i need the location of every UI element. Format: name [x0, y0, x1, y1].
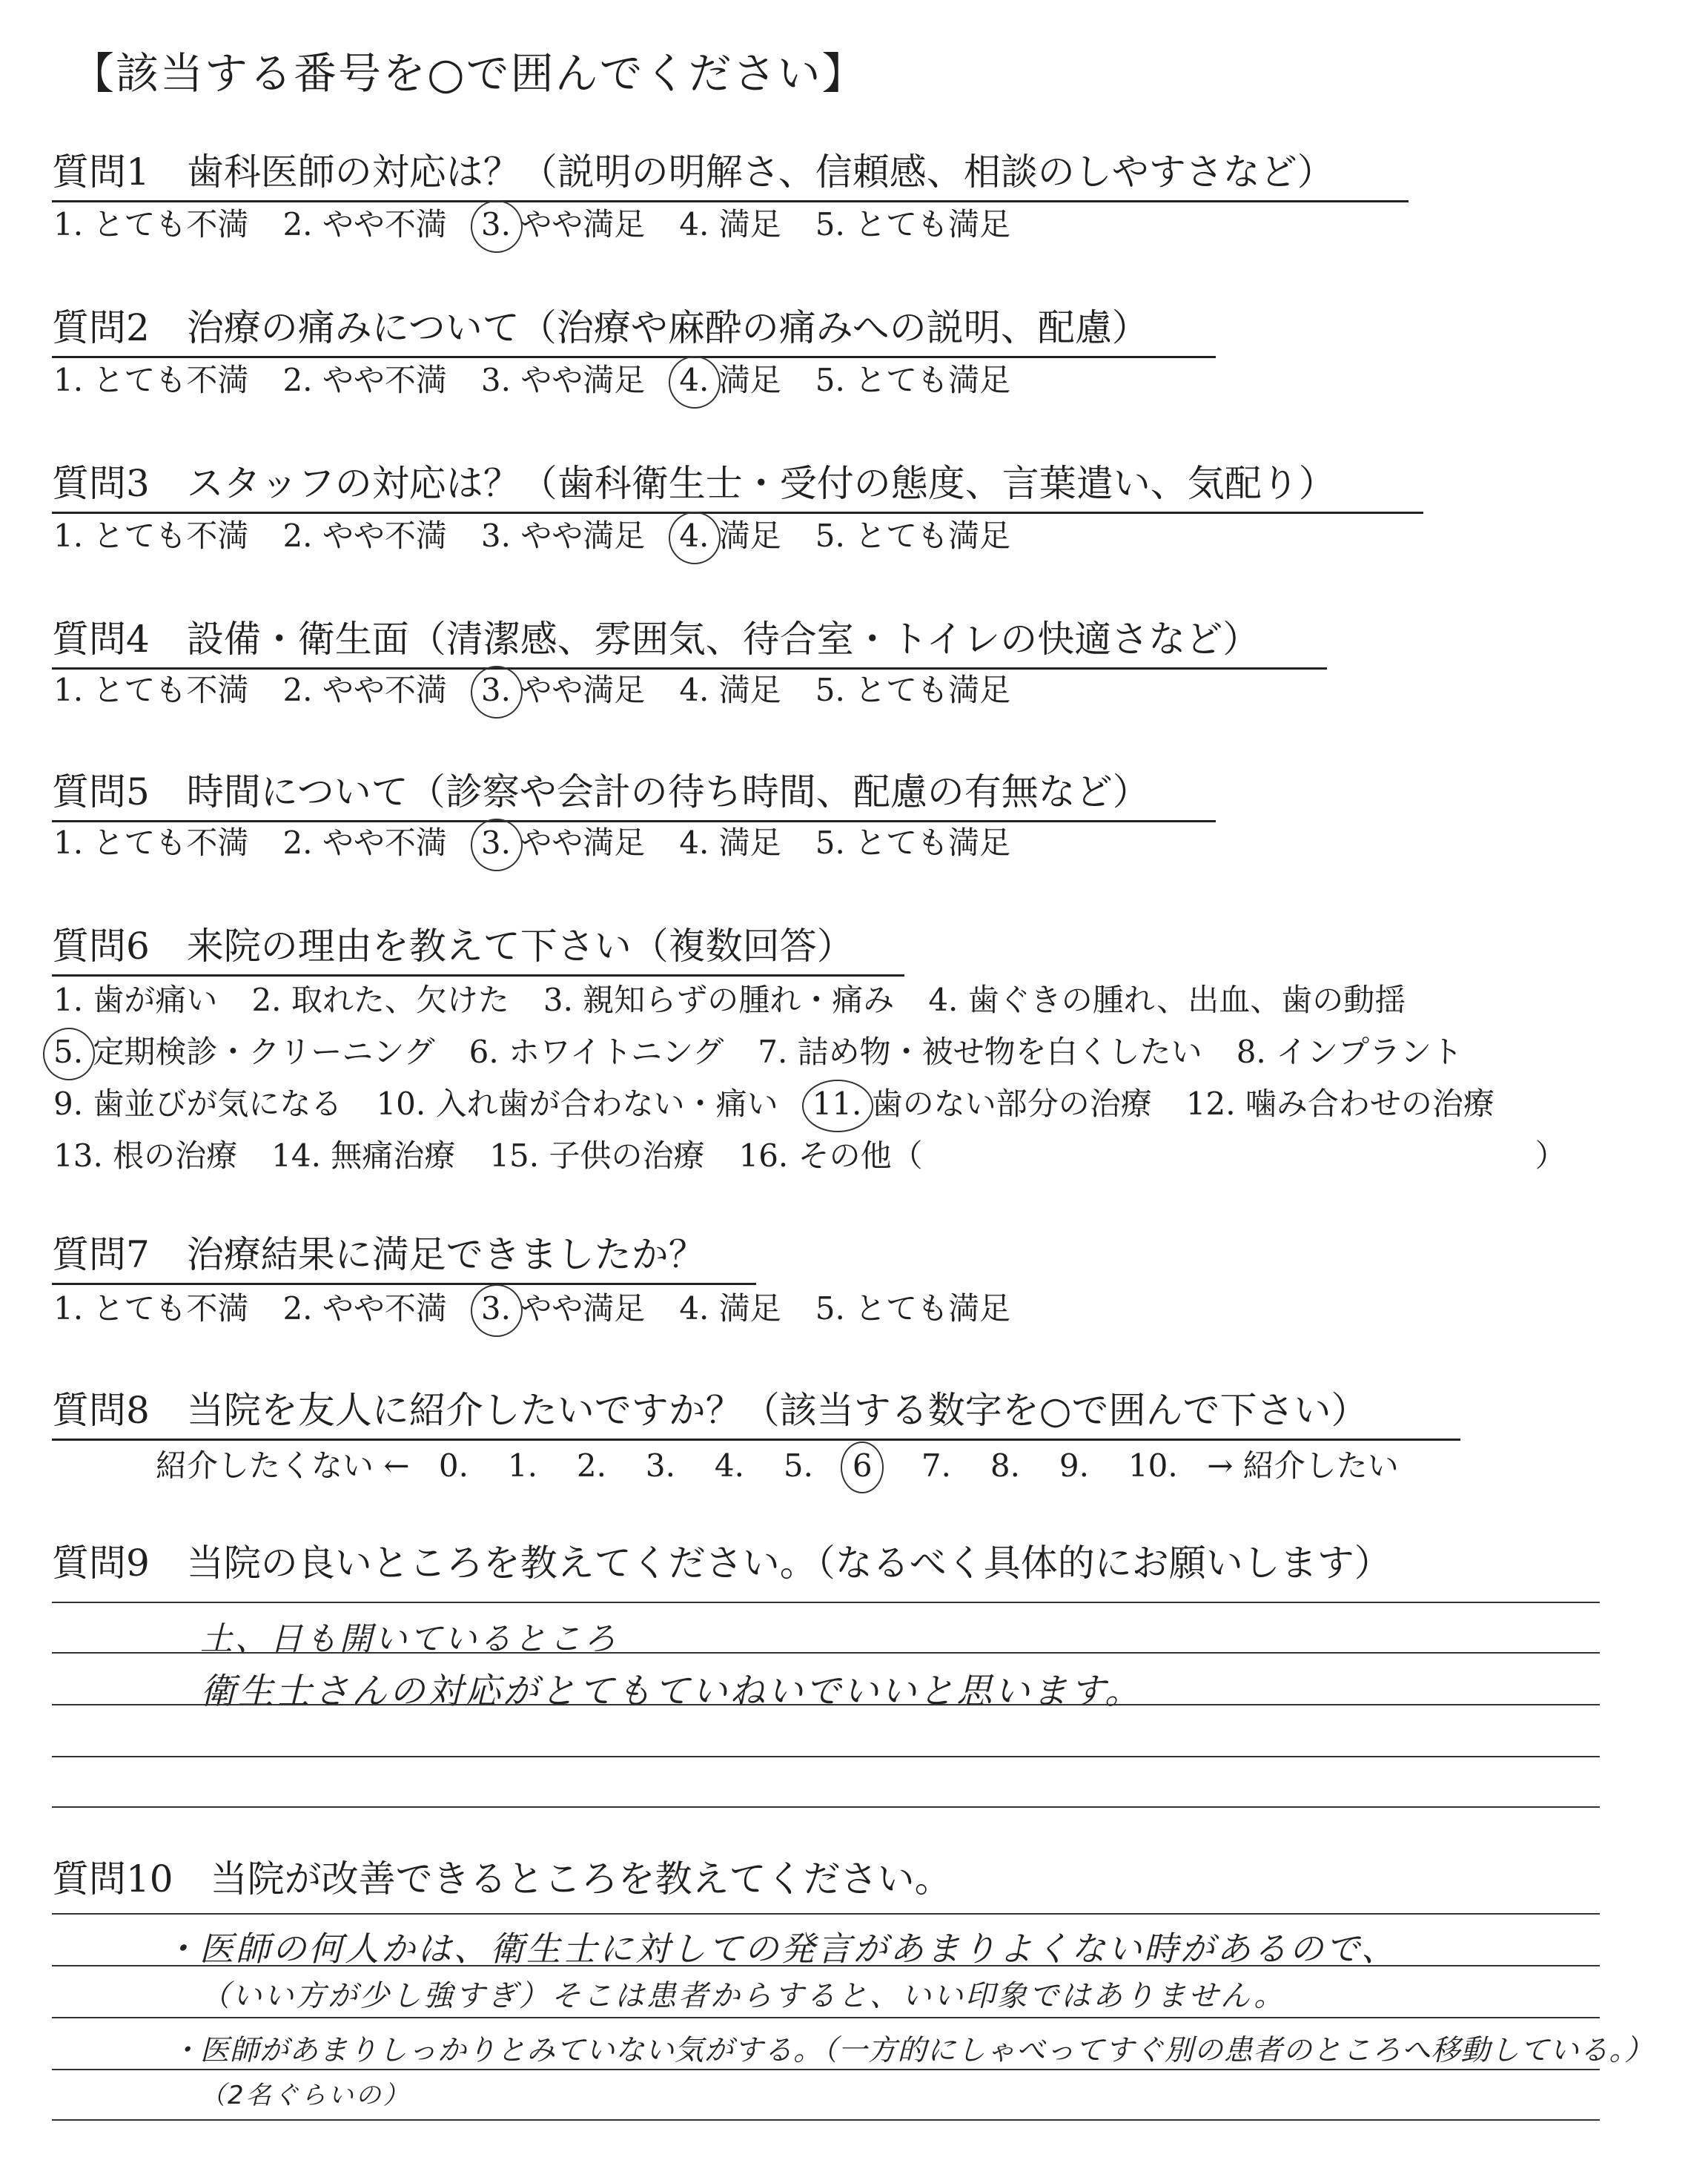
option-number: 3. — [480, 1290, 511, 1327]
option-number: 11. — [812, 1086, 862, 1122]
reason-option-2: 2. 取れた、欠けた — [251, 982, 509, 1018]
answer-line — [52, 1602, 1600, 1603]
reason-option-7: 7. 詰め物・被せ物を白くしたい — [758, 1034, 1202, 1070]
option-number: 1. — [53, 672, 84, 708]
option-4-circled: 4. 満足 — [679, 362, 781, 398]
option-number: 5. — [815, 362, 845, 398]
option-number: 3. — [480, 518, 511, 554]
question-6-row-4 — [53, 1132, 1601, 1176]
option-1: 1. とても不満 — [53, 825, 249, 861]
option-1: 1. とても不満 — [53, 362, 249, 398]
question-3-heading: 質問3 スタッフの対応は？（歯科衛生士・受付の態度、言葉遣い、気配り） — [52, 454, 1423, 514]
option-number: 1. — [53, 206, 84, 242]
option-number: 2. — [282, 518, 313, 554]
option-5: 5. とても満足 — [815, 362, 1011, 398]
option-5: 5. とても満足 — [815, 1290, 1011, 1327]
option-5: 5. とても満足 — [815, 206, 1011, 242]
option-4-circled: 4. 満足 — [679, 518, 781, 554]
question-6-row-1 — [53, 976, 1440, 1020]
scale-value-5: 5. — [783, 1447, 813, 1484]
question-8-heading: 質問8 当院を友人に紹介したいですか？（該当する数字を○で囲んで下さい） — [52, 1381, 1460, 1441]
q10-answer-4: （2名ぐらいの） — [200, 2081, 411, 2110]
option-number: 2. — [282, 672, 313, 708]
answer-line — [52, 1652, 1600, 1654]
option-number: 3. — [480, 672, 511, 708]
option-2: 2. やや不満 — [282, 1290, 447, 1327]
option-2: 2. やや不満 — [282, 672, 447, 708]
option-number: 2. — [282, 206, 313, 242]
question-5-heading: 質問5 時間について（診察や会計の待ち時間、配慮の有無など） — [52, 762, 1216, 822]
option-number: 2. — [282, 1290, 313, 1327]
option-number: 1. — [53, 1290, 84, 1327]
option-3-circled: 3. やや満足 — [480, 206, 646, 242]
answer-line — [52, 2119, 1600, 2121]
option-2: 2. やや不満 — [282, 518, 447, 554]
option-number: 3. — [480, 362, 511, 398]
option-5: 5. とても満足 — [815, 518, 1011, 554]
reason-option-16: 16. その他（ — [738, 1137, 923, 1174]
option-number: 12. — [1185, 1086, 1236, 1122]
reason-option-3: 3. 親知らずの腫れ・痛み — [543, 982, 895, 1018]
reason-option-6: 6. ホワイトニング — [469, 1034, 724, 1070]
q10-answer-1: ・医師の何人かは、衛生士に対しての発言があまりよくない時があるので、 — [163, 1929, 1398, 1969]
option-number: 5. — [815, 518, 845, 554]
reason-option-1: 1. 歯が痛い — [53, 982, 218, 1018]
option-4: 4. 満足 — [679, 1290, 781, 1327]
answer-line — [52, 2017, 1600, 2018]
question-2-heading: 質問2 治療の痛みについて（治療や麻酔の痛みへの説明、配慮） — [52, 298, 1216, 358]
reason-option-4: 4. 歯ぐきの腫れ、出血、歯の動揺 — [928, 982, 1406, 1018]
form-title: 【該当する番号を○で囲んでください】 — [71, 48, 867, 99]
option-number: 5. — [815, 825, 845, 861]
option-1: 1. とても不満 — [53, 518, 249, 554]
scale-value-2: 2. — [576, 1447, 606, 1484]
question-5-options — [53, 819, 1045, 863]
option-4: 4. 満足 — [679, 206, 781, 242]
q9-answer-1: 土、日も開いているところ — [200, 1620, 618, 1658]
option-number: 1. — [53, 982, 84, 1018]
option-number: 7. — [758, 1034, 788, 1070]
question-6-row-3 — [53, 1080, 1529, 1124]
answer-line — [52, 1806, 1600, 1808]
option-1: 1. とても不満 — [53, 672, 249, 708]
option-number: 13. — [53, 1137, 103, 1174]
option-number: 5. — [815, 672, 845, 708]
question-3-options — [53, 512, 1045, 556]
option-number: 1. — [53, 362, 84, 398]
option-4: 4. 満足 — [679, 672, 781, 708]
reason-option-15: 15. 子供の治療 — [489, 1137, 705, 1174]
reason-option-14: 14. 無痛治療 — [271, 1137, 456, 1174]
question-8-scale — [156, 1441, 1399, 1486]
question-9-heading: 質問9 当院の良いところを教えてください。（なるべく具体的にお願いします） — [52, 1542, 1391, 1585]
option-number: 5. — [815, 206, 845, 242]
q10-answer-3: ・医師があまりしっかりとみていない気がする。（一方的にしゃべってすぐ別の患者のところへ移動している。） — [171, 2034, 1655, 2067]
option-number: 4. — [679, 1290, 709, 1327]
reason-option-8: 8. インプラント — [1236, 1034, 1463, 1070]
option-number: 4. — [679, 518, 709, 554]
question-2-options — [53, 356, 1045, 400]
scale-value-7: 7. — [921, 1447, 951, 1484]
option-2: 2. やや不満 — [282, 825, 447, 861]
option-number: 6. — [469, 1034, 499, 1070]
option-1: 1. とても不満 — [53, 1290, 249, 1327]
option-3: 3. やや満足 — [480, 518, 646, 554]
scale-left-label: 紹介したくない ← — [156, 1447, 410, 1484]
question-6-row-2 — [53, 1028, 1497, 1072]
scale-value-6-circled: 6 — [853, 1447, 921, 1484]
scale-value-4: 4. — [714, 1447, 744, 1484]
option-3-circled: 3. やや満足 — [480, 1290, 646, 1327]
option-number: 4. — [679, 362, 709, 398]
option-number: 2. — [251, 982, 282, 1018]
option-number: 14. — [271, 1137, 321, 1174]
option-number: 4. — [679, 825, 709, 861]
option-number: 4. — [679, 672, 709, 708]
question-1-heading: 質問1 歯科医師の対応は？（説明の明解さ、信頼感、相談のしやすさなど） — [52, 142, 1409, 202]
answer-line — [52, 2069, 1600, 2070]
answer-line — [52, 1756, 1600, 1757]
reason-option-9: 9. 歯並びが気になる — [53, 1086, 342, 1122]
option-number: 3. — [543, 982, 573, 1018]
question-10-heading: 質問10 当院が改善できるところを教えてください。 — [52, 1857, 952, 1900]
option-number: 2. — [282, 825, 313, 861]
scale-value-10: 10. — [1128, 1447, 1178, 1484]
answer-line — [52, 1913, 1600, 1915]
option-4: 4. 満足 — [679, 825, 781, 861]
answer-line — [52, 1704, 1600, 1705]
option-2: 2. やや不満 — [282, 206, 447, 242]
other-close-paren: ） — [1535, 1137, 1566, 1174]
option-3-circled: 3. やや満足 — [480, 825, 646, 861]
option-5: 5. とても満足 — [815, 825, 1011, 861]
option-number: 10. — [376, 1086, 426, 1122]
scale-value-8: 8. — [990, 1447, 1020, 1484]
answer-line — [52, 1965, 1600, 1966]
option-number: 9. — [53, 1086, 84, 1122]
option-3: 3. やや満足 — [480, 362, 646, 398]
option-1: 1. とても不満 — [53, 206, 249, 242]
option-number: 3. — [480, 206, 511, 242]
reason-option-11-circled: 11. 歯のない部分の治療 — [812, 1086, 1152, 1122]
option-number: 4. — [928, 982, 959, 1018]
scale-value-9: 9. — [1059, 1447, 1089, 1484]
question-7-heading: 質問7 治療結果に満足できましたか？ — [52, 1225, 756, 1285]
option-number: 5. — [815, 1290, 845, 1327]
reason-option-13: 13. 根の治療 — [53, 1137, 238, 1174]
question-1-options — [53, 200, 1045, 245]
option-number: 4. — [679, 206, 709, 242]
option-number: 15. — [489, 1137, 540, 1174]
scale-value-0: 0. — [438, 1447, 469, 1484]
reason-option-5-circled: 5. 定期検診・クリーニング — [53, 1034, 435, 1070]
question-4-options — [53, 666, 1045, 710]
option-number: 2. — [282, 362, 313, 398]
option-number: 3. — [480, 825, 511, 861]
option-number: 1. — [53, 518, 84, 554]
option-number: 1. — [53, 825, 84, 861]
option-number: 8. — [1236, 1034, 1266, 1070]
reason-option-12: 12. 噛み合わせの治療 — [1185, 1086, 1494, 1122]
option-number: 5. — [53, 1034, 84, 1070]
option-3-circled: 3. やや満足 — [480, 672, 646, 708]
option-5: 5. とても満足 — [815, 672, 1011, 708]
scale-value-1: 1. — [507, 1447, 537, 1484]
scale-numbers — [439, 1447, 1197, 1484]
q9-answer-2: 衛生士さんの対応がとてもていねいでいいと思います。 — [200, 1671, 1143, 1712]
scale-value-3: 3. — [645, 1447, 675, 1484]
question-4-heading: 質問4 設備・衛生面（清潔感、雰囲気、待合室・トイレの快適さなど） — [52, 610, 1327, 670]
q10-answer-2: （いい方が少し強すぎ）そこは患者からすると、いい印象ではありません。 — [200, 1979, 1286, 2013]
scale-right-label: → 紹介したい — [1207, 1447, 1399, 1484]
option-number: 16. — [738, 1137, 789, 1174]
reason-option-10: 10. 入れ歯が合わない・痛い — [376, 1086, 778, 1122]
question-7-options — [53, 1284, 1045, 1329]
option-2: 2. やや不満 — [282, 362, 447, 398]
question-6-heading: 質問6 来院の理由を教えて下さい（複数回答） — [52, 916, 904, 977]
